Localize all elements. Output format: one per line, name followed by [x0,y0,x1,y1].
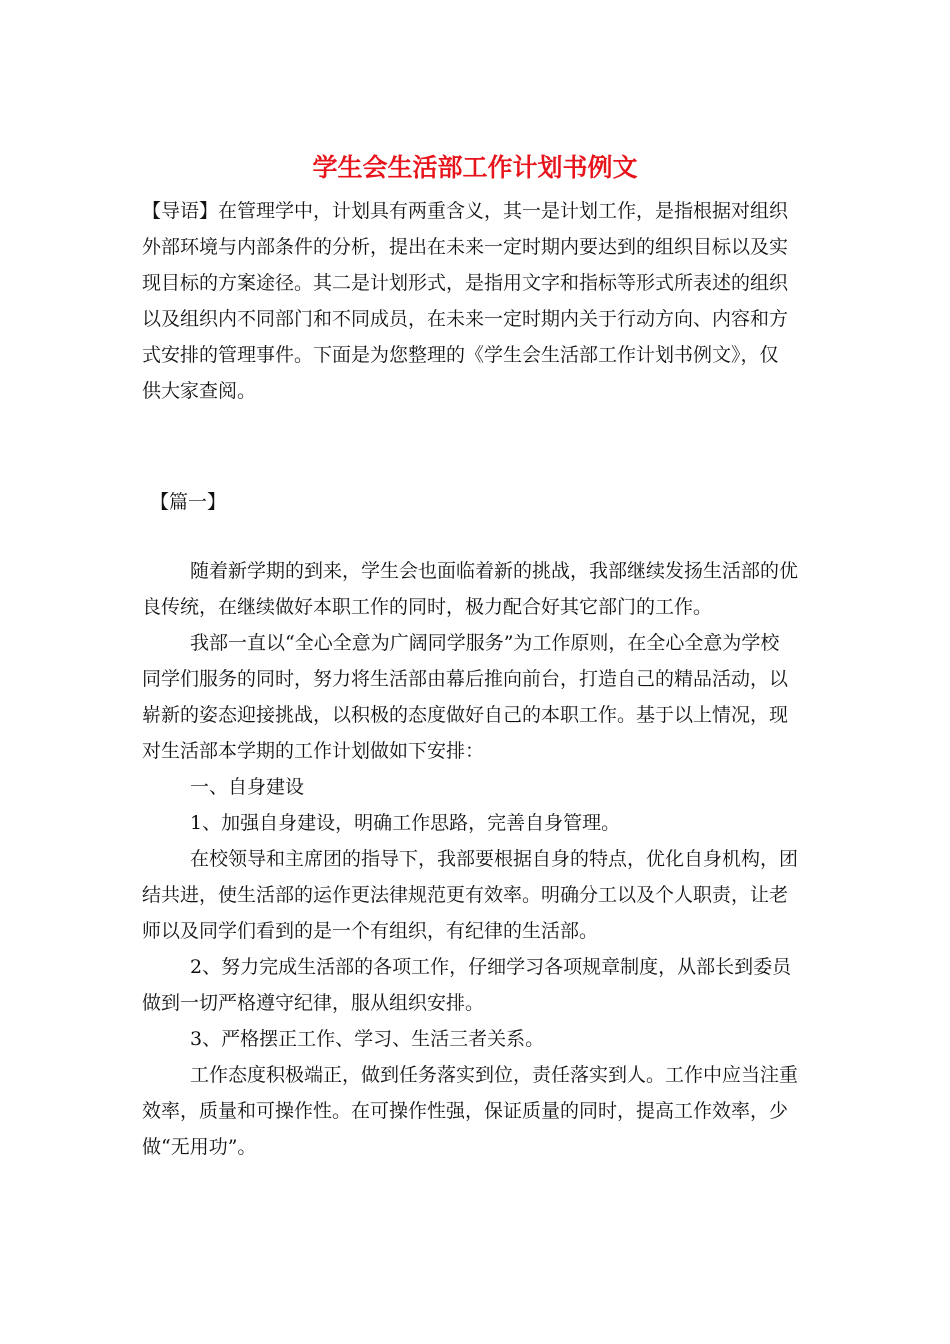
body-line: 对生活部本学期的工作计划做如下安排： [142,740,485,762]
body-line: 3、严格摆正工作、学习、生活三者关系。 [190,1028,545,1050]
intro-line: 现目标的方案途径。其二是计划形式，是指用文字和指标等形式所表述的组织 [142,272,789,294]
body-line: 在校领导和主席团的指导下，我部要根据自身的特点，优化自身机构，团 [190,848,799,870]
intro-line: 【导语】在管理学中，计划具有两重含义，其一是计划工作，是指根据对组织 [142,200,789,222]
body-line: 随着新学期的到来，学生会也面临着新的挑战，我部继续发扬生活部的优 [190,560,799,582]
body-line: 结共进，使生活部的运作更法律规范更有效率。明确分工以及个人职责，让老 [142,884,789,906]
body-line: 我部一直以“全心全意为广阔同学服务”为工作原则，在全心全意为学校 [190,632,780,654]
body-line: 工作态度积极端正，做到任务落实到位，责任落实到人。工作中应当注重 [190,1064,799,1086]
section-heading: 【篇一】 [150,491,227,513]
body-line: 良传统，在继续做好本职工作的同时，极力配合好其它部门的工作。 [142,596,713,618]
intro-line: 式安排的管理事件。下面是为您整理的《学生会生活部工作计划书例文》，仅 [142,344,779,366]
document-title: 学生会生活部工作计划书例文 [312,153,638,182]
body-line: 1、加强自身建设，明确工作思路，完善自身管理。 [190,812,621,834]
intro-paragraph [142,193,812,409]
body-line: 效率，质量和可操作性。在可操作性强，保证质量的同时，提高工作效率，少 [142,1100,789,1122]
intro-line: 以及组织内不同部门和不同成员，在未来一定时期内关于行动方向、内容和方 [142,308,789,330]
body-line: 做到一切严格遵守纪律，服从组织安排。 [142,992,485,1014]
body-line: 做“无用功”。 [142,1136,257,1158]
body-line: 2、努力完成生活部的各项工作，仔细学习各项规章制度，从部长到委员 [190,956,792,978]
body-line: 一、自身建设 [190,776,305,798]
body-line: 同学们服务的同时，努力将生活部由幕后推向前台，打造自己的精品活动，以 [142,668,789,690]
intro-line: 供大家查阅。 [142,380,257,402]
body-line: 师以及同学们看到的是一个有组织，有纪律的生活部。 [142,920,599,942]
body-text [142,553,812,1165]
body-line: 崭新的姿态迎接挑战，以积极的态度做好自己的本职工作。基于以上情况，现 [142,704,789,726]
intro-line: 外部环境与内部条件的分析，提出在未来一定时期内要达到的组织目标以及实 [142,236,789,258]
